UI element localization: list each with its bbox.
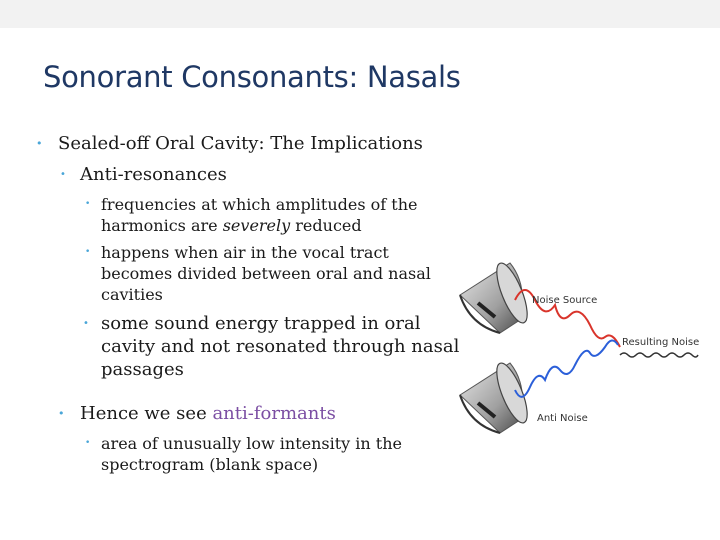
noise-source-label: Noise Source — [532, 295, 598, 306]
anti-noise-label: Anti Noise — [537, 413, 588, 424]
bullet-happens-when: • happens when air in the vocal tract becomes divided between oral and nasal cavities — [85, 243, 431, 304]
bullet-hence: • Hence we see anti-formants — [58, 403, 336, 424]
resulting-wave — [620, 353, 698, 357]
bullet-dot-icon: • — [83, 318, 89, 329]
bullet-dot-icon: • — [85, 438, 91, 448]
bullet-dot-icon: • — [85, 247, 91, 257]
noise-cancellation-figure — [440, 255, 715, 450]
bullet-sealed-off: • Sealed-off Oral Cavity: The Implications — [36, 133, 423, 154]
bullet-anti-resonances: • Anti-resonances — [60, 164, 227, 185]
bullet-dot-icon: • — [58, 407, 65, 420]
bullet-dot-icon: • — [60, 169, 66, 180]
bullet-sound-energy: • some sound energy trapped in oral cavity and not resonated through nasal passages — [83, 313, 460, 380]
resulting-noise-label: Resulting Noise — [622, 337, 700, 348]
bullet-frequencies-line2: harmonics are severely reduced — [101, 216, 362, 235]
top-bar — [0, 0, 720, 28]
bullet-dot-icon: • — [36, 137, 43, 150]
slide-title: Sonorant Consonants: Nasals — [43, 60, 461, 94]
anti-formants-term: anti-formants — [212, 403, 336, 424]
bullet-area-low-intensity: • area of unusually low intensity in the spectrogram (blank space) — [85, 434, 402, 474]
speaker-icon — [460, 260, 533, 333]
anti-noise-wave — [515, 340, 618, 396]
bullet-frequencies: • frequencies at which amplitudes of the harmonics are severely reduced — [85, 195, 418, 235]
bullet-dot-icon: • — [85, 199, 91, 209]
